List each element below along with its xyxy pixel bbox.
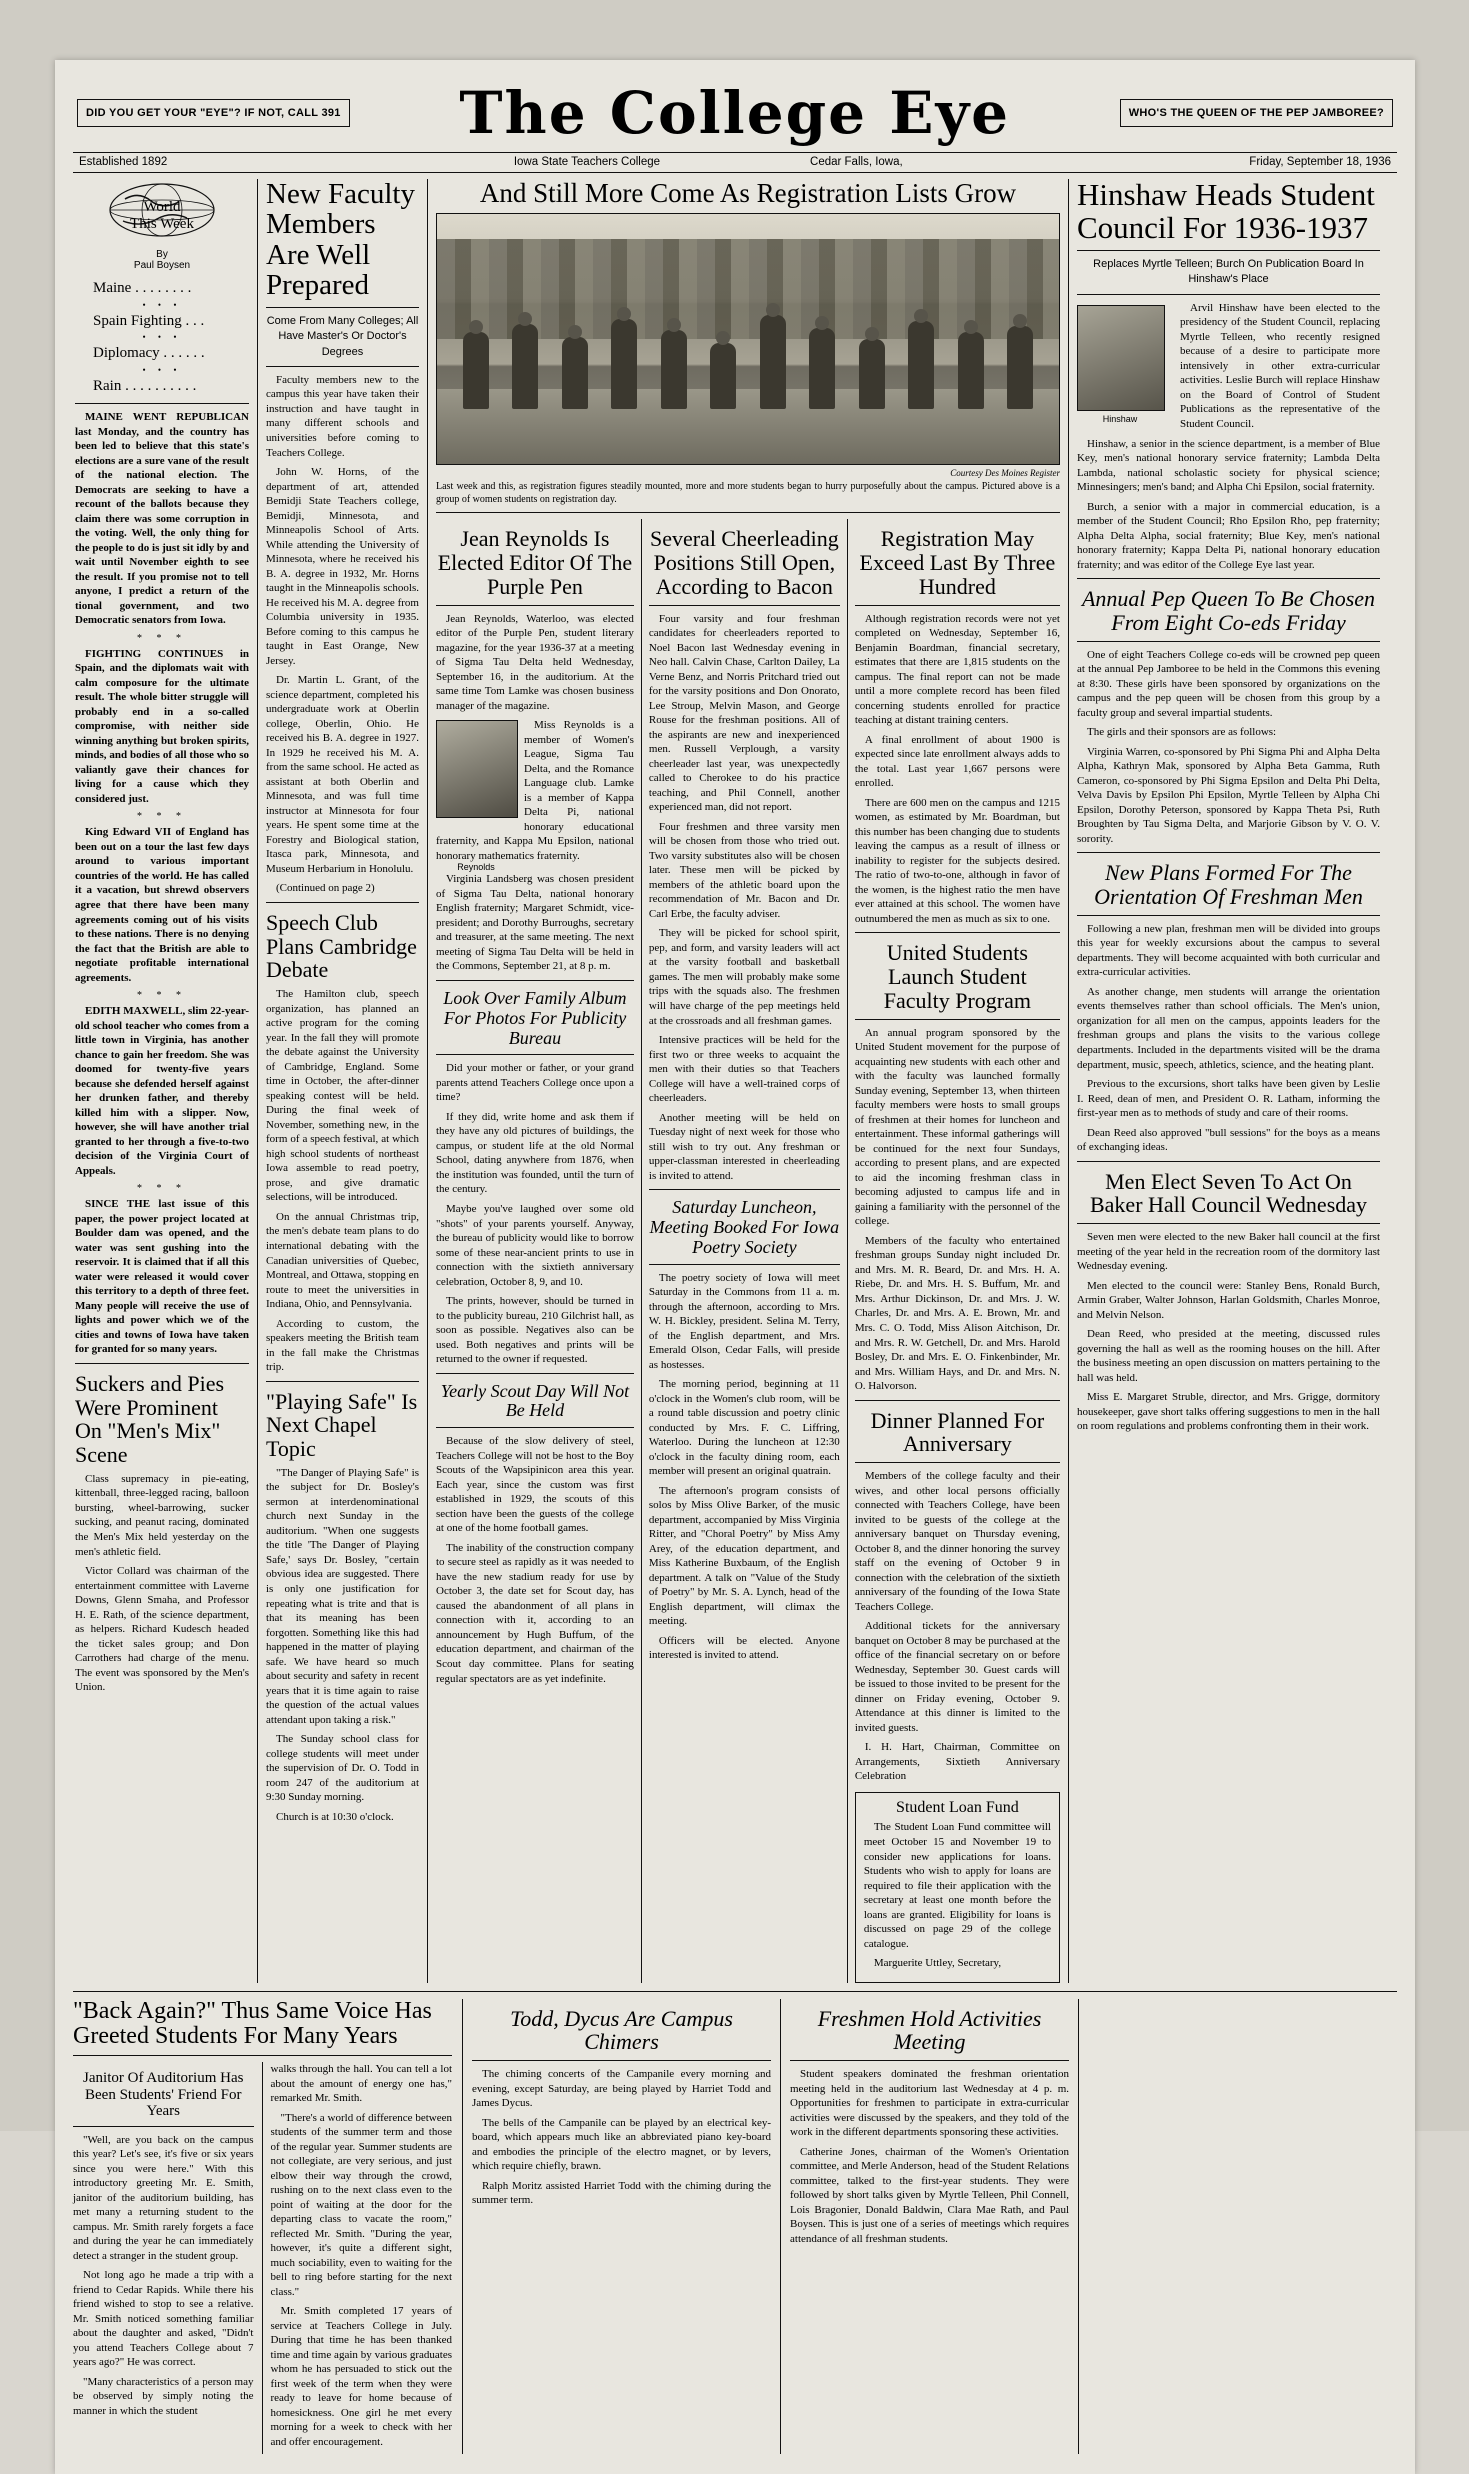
paper-title: The College Eye: [459, 79, 1011, 147]
todd-headline: Todd, Dycus Are Campus Chimers: [510, 2005, 733, 2055]
pep-queen-headline: Annual Pep Queen To Be Chosen From Eight Co-eds Friday: [1081, 586, 1376, 635]
week-para-3: King Edward VII of England has been out on a tour the last few days around to various important countries of the world. He has called it a vacation, but shrewd observers agree that there have been many agreements coming out of his visits to these nations. There is no denying the fact that the British are able to negotiate profitable international agreements.: [75, 826, 249, 984]
week-para-5: SINCE THE last issue of this paper, the power project located at Boulder dam was opened, and the water was sent gushing into the reservoir. It is claimed that if all this water were released it would cover this territory to a depth of three feet. Many people will receive the use of lights and power which we of the cities and towns of Iowa have taken for granted for so many years.: [75, 1198, 249, 1356]
suckers-headline: Suckers and Pies Were Prominent On "Men's Mix" Scene: [75, 1370, 225, 1468]
dinner-para-2: Additional tickets for the anniversary banquet on October 8 may be purchased at the office of the financial secretary on or before Wednesday, September 30. Guest cards will be issued to those invited to be present for the dinner on Friday evening, October 9. Attendance at this dinner is limited to the invited guests.: [854, 1620, 1060, 1734]
masthead: [73, 74, 1397, 146]
speech-para-1: The Hamilton club, speech organization, has planned an active program for the coming year. In the fall they will promote the debate against the University of Cambridge, England. Some time in October, the after-dinner speaking contest will be held. During the final week of November, something new, in the form of a speech festival, at which high school students of northeast Iowa assemble to read poetry, prose, and give dramatic selections, will be introduced.: [266, 988, 419, 1204]
column-registration: [428, 179, 1068, 1983]
faculty-para-3: Dr. Martin L. Grant, of the science department, completed his undergraduate work at Oberlin college, Oberlin, Ohio. He received his B. A. degree in 1927. In 1929 he received his M. A. from the same school. He acted as assistant at both Oberlin and Minnesota, and was full time instructor at Minnesota for four years. He spent some time at the Forestry and Biological station, Itasca park, Minnesota, and Museum Herbarium in Honolulu.: [266, 674, 419, 875]
loan-fund-headline: Student Loan Fund: [896, 1798, 1019, 1816]
week-para-1: MAINE WENT REPUBLICAN last Monday, and the country has been led to believe that this state's elections are a sure vane of the result of the national election. The Democrats are seeking to have a recount of the ballots because they claim there was some corruption in the voting. Well, the only thing for the people to do is just sit idly by and wait until November eighth to see the result. If you promise not to tell anyone, I predict a return of the tional government, and two Democratic senators from Iowa.: [75, 411, 249, 627]
pep-queen-para-3: Virginia Warren, co-sponsored by Phi Sigma Phi and Alpha Delta Alpha, Kathryn Mak, sponsored by Alpha Beta Gamma, Ruth Cameron, co-sponsored by Phi Sigma Epsilon and Delta Phi Delta, Velva Davis by Epsilon Phi Epsilon, Myrtle Telleen by Alpha Chi Epsilon, Dorothy Peterson, sponsored by Kappa Theta Psi, Ruth Broughten by Tau Sigma Delta, and Marjorie Gibson by V. O. V. sorority.: [1077, 745, 1380, 845]
new-plans-para-3: Previous to the excursions, short talks have been given by Leslie I. Reed, dean of men, and President O. R. Latham, informing the first-year men as to methods of study and care of their rooms.: [1077, 1078, 1380, 1120]
cheerleading-para-5: Another meeting will be held on Tuesday night of next week for those who still wish to try out. Any freshman or upper-classman interested in cheerleading is invited to attend.: [648, 1111, 840, 1182]
family-album-para-2: If they did, write home and ask them if they have any old pictures of buildings, the campus, or student life at the old Normal School, dating anywhere from 1876, when the institution was founded, until the turn of the century.: [436, 1110, 634, 1196]
lower-column-freshmen: [781, 1999, 1079, 2455]
registration-subcolumns: [436, 519, 1060, 1982]
registration-photo: [436, 213, 1060, 465]
saturday-para-4: Officers will be elected. Anyone interested is invited to attend.: [648, 1634, 840, 1662]
hinshaw-para-1: Arvil Hinshaw have been elected to the presidency of the Student Council, replacing Myrtle Telleen, who recently resigned because of a desire to participate more intensively in other extra-curricular activities. Leslie Burch will replace Hinshaw on the Board of Control of Student Publications as the representative of the Student Council.: [1180, 301, 1380, 430]
baker-hall-para-4: Miss E. Margaret Struble, director, and Mrs. Grigge, dormitory housekeeper, gave short talks offering suggestions to men in the hall on room regulations and problems confronting them in their work.: [1077, 1391, 1380, 1433]
lower-column-spacer: [1079, 1999, 1397, 2455]
scout-para-1: Because of the slow delivery of steel, Teachers College will not be host to the Boy Scouts of the Wapsipinicon area this year. Each year, since the custom was first established in 1929, the scouts of this section have been the guests of the college at one of the home football games.: [436, 1435, 634, 1535]
photo-credit: Courtesy Des Moines Register: [950, 468, 1060, 479]
reynolds-para-3: Virginia Landsberg was chosen president of Sigma Tau Delta, national honorary English fraternity; Margaret Schmidt, vice-president; and Dorothy Burroughs, secretary and treasurer, at the same meeting. The next meeting of Sigma Tau Delta will be held in the Commons, September 21, at 8 p. m.: [436, 873, 634, 973]
family-album-headline: Look Over Family Album For Photos For Publicity Bureau: [443, 987, 627, 1048]
back-again-right-para-3: Mr. Smith completed 17 years of service at Teachers College in July. During that time he has been thanked time and time again by various graduates whom he has persuaded to stick out the first week of the term when they were ready to leave for home because of homesickness. One girl he met every morning for a week to check with her and offer encouragement.: [270, 2305, 452, 2448]
united-students-para-1: An annual program sponsored by the United Student movement for the purpose of acquainting new students with each other and with the faculty was launched formally Sunday evening, September 13, when thirteen faculty members were hosts to small groups of freshmen at their homes for luncheon and entertainment. These informal gatherings will be continued for the next four Sundays, according to present plans, and are expected to aid the incoming freshman class in becoming adjusted to campus life and in gaining a familiarity with the personnel of the college.: [854, 1026, 1060, 1228]
pep-queen-para-2: The girls and their sponsors are as follows:: [1087, 726, 1277, 739]
speech-headline: Speech Club Plans Cambridge Debate: [266, 909, 417, 983]
hinshaw-portrait-wrap: [1077, 303, 1172, 424]
reynolds-para-2: Miss Reynolds is a member of Women's League, Sigma Tau Delta, and the Romance Language club. Lamke is a member of Kappa Delta Pi, national honorary educational fraternity, and Kappa Mu Epsilon, national honorary mathematics fraternity.: [436, 719, 634, 862]
hinshaw-portrait: [1077, 305, 1165, 411]
saturday-headline: Saturday Luncheon, Meeting Booked For Iowa Poetry Society: [649, 1197, 840, 1257]
newspaper-sheet: [55, 60, 1415, 2474]
cheerleading-para-4: Intensive practices will be held for the first two or three weeks to acquaint the men with their duties so that Teachers College will have a well-trained corps of cheerleaders.: [648, 1034, 840, 1105]
issue-date: Friday, September 18, 1936: [1249, 156, 1391, 168]
back-again-left-para-3: "Many characteristics of a person may be observed by simply noting the manner in which the student: [73, 2375, 254, 2417]
hinshaw-para-2: Hinshaw, a senior in the science department, is a member of Blue Key, men's national honorary service fraternity; Lambda Delta Lambda, national scholastic society for physical science; Minnesingers; men's band; and Alpha Chi Epsilon, social fraternity.: [1077, 437, 1380, 494]
freshmen-hold-para-1: Student speakers dominated the freshman orientation meeting held in the auditorium last Wednesday at 4 p. m. Opportunities for freshmen to participate in extra-curricular activities were discussed by the speakers, and they told of the work in the different departments sponsoring these activities.: [790, 2068, 1069, 2139]
masthead-subline: [73, 153, 1397, 173]
subcolumn-cheerleading: [642, 519, 848, 1982]
column-world-this-week: World This Week By Paul Boysen Maine . . . . . . . . • • • Spain Fighting . . . • • • Diplomacy . . . . . . • • • Rain . . . . . . . . . . MAINE WENT REPUBLICAN last Monday, and the country has been led to believe that this state's elections are a sure vane of the result of the national election. The Democrats are seeking to have a recount of the ballots because they claim there was some corruption in the voting. Well, the only thing for the people to do is just sit idly by and wait until November eighth to see the result. If you promise not to tell anyone, I predict a return of the tional government, and two Democratic senators from Iowa. * * * FIGHTING CONTINUES in Spain, and the diplomats wait with calm composure for the ultimate result. The whole bitter struggle will probably end in a so-called compromise, with neither side winning anything but broken spirits, minds, and bodies of all those who so valiantly gave their chances for living for a cause which they considered just. * * * King Edward VII of England has been out on a tour the last few days around to various important countries of the world. He has called it a vacation, but shrewd observers agree that there have been many agreements coming out of his visits to these nations. There is no denying the fact that the British are able to negotiate profitable international agreements. * * * EDITH MAXWELL, slim 22-year-old school teacher who comes from a little town in Virginia, has another chance to gain her freedom. She was doomed for twenty-five years because she defended herself against her drunken father, and thereby killed him with a slipper. Now, however, she will have another trial granted to her through a five-to-two decision of the Virginia Court of Appeals. * * * SINCE THE last issue of this paper, the power project located at Boulder dam was opened, and the water was sent gushing into the reservoir. It is claimed that if all this water were released it would cover this territory to a depth of three feet. Many people will receive the use of lights and power which we of the cities and towns of Iowa have taken for granted for so many years. Suckers and Pies Were Prominent On "Men's Mix" Scene Class supremacy in pie-eating, kittenball, three-legged racing, balloon bursting, wheel-barrowing, sucker sucking, and peanut racing, dominated the Men's Mix held yesterday on the men's athletic field. Victor Collard was chairman of the entertainment committee with Laverne Downs, Glenn Smaha, and Professor H. E. Rath, of the science department, as helpers. Richard Kudesch headed the ticket sales group; and Don Carrothers had charge of the menu. The event was sponsored by the Men's Union.: [73, 179, 258, 1983]
dot-separator-2: • • •: [142, 332, 182, 342]
registration-may-para-2: A final enrollment of about 1900 is expected since late enrollment always adds to the total. Last year 1,667 persons were enrolled.: [854, 733, 1060, 790]
new-plans-para-2: As another change, men students will arrange the orientation events themselves rather than school officials. The Men's union, organization for all men on the campus, appoints leaders for the freshman groups and plans the visits to the various college departments. Included in the departments visited will be the drama department, music, speech, athletics, science, and the heating plant.: [1077, 985, 1380, 1071]
reynolds-photo-caption: Reynolds: [457, 862, 495, 873]
loan-fund-para-1: The Student Loan Fund committee will meet October 15 and November 19 to consider new applications for loans. Students who wish to apply for loans are required to file their application with the secretary at least one month before the loans are granted. Eligibility for loans is discussed on page 29 of the college catalogue.: [863, 1821, 1051, 1950]
back-again-right-para-2: "There's a world of difference between students of the summer term and those of the regular year. Summer students are not collegiate, are very serious, and just elbow their way through the crowd, rushing on to the next class even to the point of waiting at the door for the departing class to vacate the room," reflected Mr. Smith. "During the year, however, it's quite a different sight, much sociability, even to waiting for the bell to ring before starting for the next class.": [270, 2111, 452, 2298]
subcolumn-reynolds: [436, 519, 642, 1982]
masthead-left-box: DID YOU GET YOUR "EYE"? IF NOT, CALL 391: [77, 99, 350, 128]
lower-column-todd: [463, 1999, 781, 2455]
week-item-maine: Maine . . . . . . . .: [93, 280, 192, 296]
cheerleading-para-2: Four freshmen and three varsity men will be chosen from those who tried out. Two varsity substitutes also will be chosen later. These men will be picked by members of the athletic board upon the recommendation of Mr. Bacon and Dr. Carl Erbe, the faculty adviser.: [648, 820, 840, 920]
back-again-left-para-2: Not long ago he made a trip with a friend to Cedar Rapids. While there his friend wished to stop to see a relative. Mr. Smith noticed something familiar about the daughter and asked, "Didn't you attend Teachers College about 7 years ago?" He was correct.: [73, 2269, 254, 2369]
suckers-para-1: Class supremacy in pie-eating, kittenball, three-legged racing, balloon bursting, wheel-barrowing, sucker sucking, and peanut racing, dominated the Men's Mix held yesterday on the men's athletic field.: [75, 1472, 249, 1558]
dinner-headline: Dinner Planned For Anniversary: [870, 1407, 1045, 1457]
subcolumn-registration-may: [848, 519, 1060, 1982]
united-students-para-2: Members of the faculty who entertained freshman groups Sunday night included Dr. and Mrs. M. R. Beard, Dr. and Mrs. H. A. Riebe, Dr. and Mrs. H. S. Buffum, Mr. and Mrs. Arthur Dickinson, Dr. and Mrs. J. W. Charles, Dr. and Mrs. A. E. Brown, Mr. and Mrs. C. O. Todd, Miss Alison Aitchison, Dr. and Mrs. R. W. Getchell, Dr. and Mrs. Harold Bosley, Dr. and Mrs. E. O. Finkenbinder, Mr. and Mrs. William Hays, and Dr. and Mrs. N. O. Halvorson.: [854, 1234, 1060, 1393]
byline-author: Paul Boysen: [133, 260, 191, 271]
todd-para-1: The chiming concerts of the Campanile every morning and evening, except Saturday, are being played by Harriet Todd and James Dycus.: [472, 2068, 771, 2110]
suckers-para-2: Victor Collard was chairman of the entertainment committee with Laverne Downs, Glenn Smaha, and Professor H. E. Rath, of the science department, as helpers. Richard Kudesch headed the ticket sales group; and Don Carrothers had charge of the menu. The event was sponsored by the Men's Union.: [75, 1565, 249, 1694]
faculty-para-2: John W. Horns, of the department of art, attended Bemidji State Teachers college, Bemidji, Minnesota, and Minneapolis School of Arts. While attending the University of Minnesota, where he received his B. A. degree in 1932, Mr. Horns taught in the Minneapolis schools. He received his M. A. degree from Columbia university in 1935. Before coming to this campus he taught in East Orange, New Jersey.: [266, 466, 419, 667]
back-again-right-para-1: walks through the hall. You can tell a lot about the amount of energy one has," remarked Mr. Smith.: [270, 2063, 452, 2105]
reynolds-portrait: [436, 720, 518, 818]
week-item-rain: Rain . . . . . . . . . .: [93, 377, 197, 394]
baker-hall-para-2: Men elected to the council were: Stanley Bens, Ronald Burch, Armin Graber, Walter Johnson, Harlan Goldsmith, Charles Monroe, and Melvin Nelson.: [1077, 1279, 1380, 1321]
back-again-subhead: Janitor Of Auditorium Has Been Students' Friend For Years: [83, 2070, 244, 2120]
scout-headline: Yearly Scout Day Will Not Be Held: [440, 1380, 630, 1421]
dinner-para-1: Members of the college faculty and their wives, and other local persons officially connected with Teachers College, have been invited to be guests of the college at the anniversary banquet on Thursday evening, October 8, and the dinner honoring the survey staff on the evening of October 9 in connection with the celebration of the sixtieth anniversary of the founding of the Iowa State Teachers College.: [854, 1470, 1060, 1613]
reynolds-para-1: Jean Reynolds, Waterloo, was elected editor of the Purple Pen, student literary magazine, for the year 1936-37 at a meeting of Sigma Tau Delta held Wednesday, September 16, in the auditorium. At the same time Tom Lamke was chosen business manager of the magazine.: [436, 612, 634, 712]
school-name: Iowa State Teachers College: [513, 156, 661, 168]
saturday-para-1: The poetry society of Iowa will meet Saturday in the Commons from 11 a. m. through the afternoon, according to Mrs. W. H. Bickley, president. Selina M. Terry, of the English department, and Mrs. Emerald Olson, Cedar Falls, will preside as hostesses.: [648, 1271, 840, 1371]
back-again-headline: "Back Again?" Thus Same Voice Has Greeted Students For Many Years: [73, 1997, 432, 2049]
hinshaw-photo-caption: Hinshaw: [1102, 413, 1138, 424]
faculty-continued[interactable]: (Continued on page 2): [276, 882, 375, 895]
hinshaw-headline: Hinshaw Heads Student Council For 1936-1937: [1077, 177, 1375, 245]
this-week-label: This Week: [130, 216, 194, 232]
freshmen-hold-para-2: Catherine Jones, chairman of the Women's Orientation committee, and Merle Anderson, head of the Student Relations committee, talked to the first-year students. They were followed by short talks given by Myrtle Telleen, Phil Connell, Lois Bragonier, Donald Baldwin, Clara Mae Rath, and Paul Boysen. This is just one of a series of meetings which requires attendance of all freshman students.: [790, 2145, 1069, 2245]
reynolds-headline: Jean Reynolds Is Elected Editor Of The Purple Pen: [437, 526, 633, 599]
baker-hall-headline: Men Elect Seven To Act On Baker Hall Council Wednesday: [1089, 1168, 1368, 1218]
family-album-para-4: The prints, however, should be turned in to the publicity bureau, 210 Gilchrist hall, as soon as possible. Negatives also can be used. Both negatives and prints will be returned to the owner if requested.: [436, 1295, 634, 1366]
faculty-deck: Come From Many Colleges; All Have Master's Or Doctor's Degrees: [266, 314, 419, 358]
week-item-diplomacy: Diplomacy . . . . . .: [93, 345, 205, 361]
registration-may-para-3: There are 600 men on the campus and 1215 women, as estimated by Mr. Boardman, but this number has been changing due to students leaving the campus as a result of illness or inability to register for the subjects desired. The ratio of two-to-one, although in favor of the women, is the highest ratio the men have ever attained at this school. The women have outnumbered the men as much as six to one.: [854, 796, 1060, 925]
freshmen-hold-headline: Freshmen Hold Activities Meeting: [817, 2005, 1042, 2055]
todd-para-3: Ralph Moritz assisted Harriet Todd with the chiming during the summer term.: [472, 2179, 771, 2207]
hinshaw-deck: Replaces Myrtle Telleen; Burch On Publication Board In Hinshaw's Place: [1093, 258, 1364, 286]
world-label: World: [143, 199, 181, 215]
baker-hall-para-3: Dean Reed, who presided at the meeting, discussed rules governing the hall as well as the rooming houses on the hill. After the business meeting an open discussion on matters pertaining to the hall was held.: [1077, 1328, 1380, 1384]
new-plans-para-4: Dean Reed also approved "bull sessions" for the boys as a means of exchanging ideas.: [1077, 1126, 1380, 1154]
scout-para-2: The inability of the construction company to secure steel as rapidly as it was needed to have the new stadium ready for use by October 3, the date set for Scout day, has caused the abandonment of all plans in connection with it, according to an announcement by Hugh Buffum, of the education department, and chairman of the Scout day committee. Plans for seating regular spectators are as yet indefinite.: [436, 1541, 634, 1685]
student-loan-fund-box: [855, 1792, 1060, 1983]
united-students-headline: United Students Launch Student Faculty Program: [883, 940, 1032, 1013]
pep-queen-para-1: One of eight Teachers College co-eds will be crowned pep queen at the annual Pep Jamboree to be held in the Commons this evening at 8:30. These girls have been sponsored by organizations on the campus and the pep queen will be chosen from this group by a faculty group and several impartial students.: [1077, 648, 1380, 719]
playing-safe-headline: "Playing Safe" Is Next Chapel Topic: [266, 1388, 418, 1462]
registration-photo-headline: And Still More Come As Registration Lists Grow: [479, 178, 1017, 208]
lower-section: [73, 1999, 1397, 2455]
week-para-2: FIGHTING CONTINUES in Spain, and the diplomats wait with calm composure for the ultimate result. The whole bitter struggle will probably end in a so-called compromise, with neither side winning anything but broken spirits, minds, and bodies of all those who so valiantly gave their chances for living for a cause which they considered just.: [75, 647, 249, 805]
todd-para-2: The bells of the Campanile can be played by an electrical key-board, which appears much like an abbreviated piano key-board and embodies the principle of the electro magnet, or by levers, which require chiefly, brawn.: [472, 2116, 771, 2173]
column-new-faculty: [258, 179, 428, 1983]
speech-para-3: According to custom, the speakers meeting the British team in the fall make the Christmas trip.: [266, 1317, 419, 1374]
faculty-headline: New Faculty Members Are Well Prepared: [266, 178, 415, 302]
byline-label: By: [156, 249, 168, 260]
registration-may-headline: Registration May Exceed Last By Three Hundred: [859, 526, 1056, 599]
cheerleading-para-3: They will be picked for school spirit, pep, and form, and varsity leaders will act at the varsity football and basketball games. The men will probably make some trips with the squads also. The freshmen will have charge of the pep meetings held at the crossroads and all freshman games.: [648, 927, 840, 1027]
city-name: Cedar Falls, Iowa,: [810, 156, 903, 168]
baker-hall-para-1: Seven men were elected to the new Baker hall council at the first meeting of the year held in the recreation room of the dormitory last Wednesday evening.: [1077, 1231, 1380, 1273]
main-columns: [73, 179, 1397, 1983]
dot-separator-3: • • •: [142, 364, 182, 375]
speech-para-2: On the annual Christmas trip, the men's debate team plans to do international debating with the Canadian universities of Quebec, Montreal, and Ottawa, stopping en route to meet the universities in Indiana, Ohio, and Pennsylvania.: [266, 1210, 419, 1311]
new-plans-para-1: Following a new plan, freshman men will be divided into groups this year for weekly excursions about the campus to several departments. They will become acquainted with both curricular and extra-curricular activities.: [1077, 922, 1380, 979]
week-para-4: EDITH MAXWELL, slim 22-year-old school teacher who comes from a little town in Virginia, has another chance to gain her freedom. She was doomed for twenty-five years because she defended herself against her drunken father, and thereby killed him with a slipper. Now, however, she will have another trial granted to her through a five-to-two decision of the Virginia Court of Appeals.: [75, 1005, 249, 1177]
back-again-left-para-1: "Well, are you back on the campus this year? Let's see, it's five or six years since you were here." With this introductory greeting Mr. E. Smith, janitor of the auditorium building, has met many a returning student to the campus. Mr. Smith rarely forgets a face and during the year he can immediately detect a stranger in the student group.: [73, 2133, 254, 2262]
playing-safe-para-2: The Sunday school class for college students will meet under the supervision of Dr. O. Todd in room 247 of the auditorium at 9:30 Sunday morning.: [266, 1733, 419, 1804]
saturday-para-3: The afternoon's program consists of solos by Miss Olive Barker, of the music department, accompanied by Miss Virginia Ritter, and "Choral Poetry" by Miss Amy Arey, of the education department, and Miss Katherine Buxbaum, of the English department. A talk on "Value of the Study of Poetry" by Mr. S. A. Lynch, head of the English department, will climax the meeting.: [648, 1484, 840, 1628]
hinshaw-para-3: Burch, a senior with a major in commercial education, is a member of the Student Council; Rho Epsilon Rho, pep fraternity; Alpha Delta Alpha, social fraternity; Blue Key, men's national honorary fraternity; Kappa Delta Pi, national honorary education fraternity; and was editor of the College Eye last year.: [1077, 500, 1380, 571]
loan-fund-signature: Marguerite Uttley, Secretary,: [873, 1957, 1002, 1970]
photo-caption: Last week and this, as registration figures steadily mounted, more and more students began to hurry purposefully about the campus. Pictured above is a group of women students on registration day.: [436, 481, 1060, 506]
family-album-para-1: Did your mother or father, or your grand parents attend Teachers College once upon a time?: [436, 1062, 634, 1104]
world-this-week-box: [75, 179, 249, 271]
family-album-para-3: Maybe you've laughed over some old "shots" of your parents yourself. Anyway, the bureau of publicity would like to borrow some of these near-ancient prints to use in connection with the sixtieth anniversary celebration, October 8, 9, and 10.: [436, 1203, 634, 1288]
back-again-block: [73, 1999, 463, 2455]
week-item-spain: Spain Fighting . . .: [93, 312, 205, 329]
registration-may-para-1: Although registration records were not yet completed on Wednesday, September 16, Benjamin Boardman, financial secretary, estimates that there are 1,815 students on the campus. The final report can not be made until a more complete record has been filed concerning students enrolled for practice teaching at distant training centers.: [854, 612, 1060, 727]
saturday-para-2: The morning period, beginning at 11 o'clock in the Women's club room, will be a round table discussion and poetry clinic conducted by Mrs. F. C. Liffring, Waterloo. During the luncheon at 12:30 o'clock in the faculty dining room, each member will present an original quatrain.: [648, 1378, 840, 1478]
dinner-signature: I. H. Hart, Chairman, Committee on Arrangements, Sixtieth Anniversary Celebration: [854, 1741, 1060, 1783]
cheerleading-para-1: Four varsity and four freshman candidates for cheerleaders reported to Noel Bacon last Wednesday evening in Neo hall. Calvin Chase, Carlton Dailey, La Verne Benz, and Norris Pritchard tried out for the varsity positions and Don Onorato, Lee Stroup, Melvin Mason, and George Rouse for the freshman positions. All of the aspirants are new and inexperienced men. Russell Verplough, a varsity cheerleader last year, was unexpectedly called to Cherokee to do his practice teaching, and Phil Connell, another experienced man, did not report.: [648, 612, 840, 814]
masthead-right-box: WHO'S THE QUEEN OF THE PEP JAMBOREE?: [1120, 99, 1393, 128]
playing-safe-para-3: Church is at 10:30 o'clock.: [276, 1810, 394, 1823]
dot-separator-1: • • •: [142, 299, 182, 310]
playing-safe-para-1: "The Danger of Playing Safe" is the subject for Dr. Bosley's sermon at interdenominational church next Sunday in the auditorium. "When one suggests the title 'The Danger of Playing Safe,' says Dr. Bosley, "certain obvious idea are suggested. There is only one justification for repeating what is trite and that is that its meaning has been forgotten. Something like this had happened in the matter of playing safe. We have heard so much about security and safety in recent years that it is time again to raise the question of the actual values attendant upon taking a risk.": [266, 1466, 419, 1726]
faculty-para-1: Faculty members new to the campus this year have taken their instruction and have taught in many different schools and universities before coming to Teachers College.: [266, 373, 419, 459]
new-plans-headline: New Plans Formed For The Orientation Of Freshman Men: [1094, 860, 1363, 910]
cheerleading-headline: Several Cheerleading Positions Still Open, According to Bacon: [649, 526, 839, 599]
established-label: Established 1892: [79, 156, 168, 168]
column-hinshaw: [1068, 179, 1388, 1983]
